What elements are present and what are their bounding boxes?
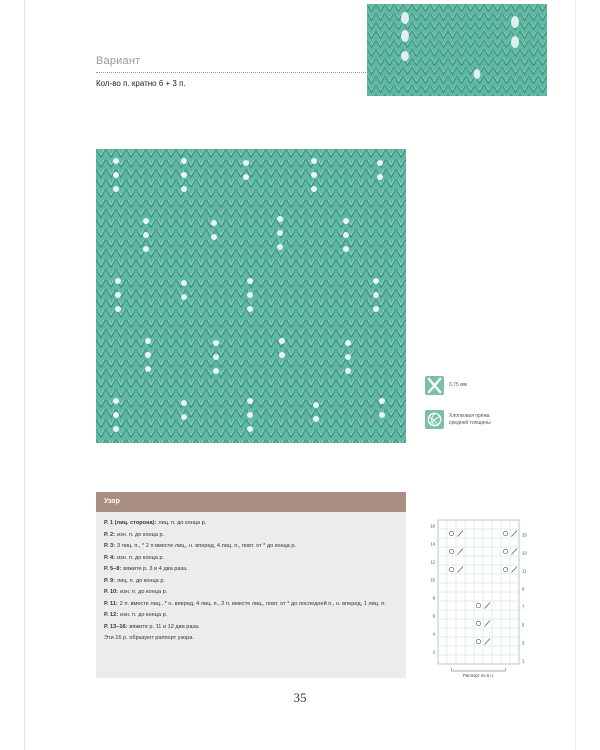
row-text: изн. п. до конца р. — [120, 612, 168, 618]
needle-size-text: 3,75 мм — [449, 382, 467, 388]
row-number-right: 5 — [522, 622, 525, 628]
stitch-chart — [424, 516, 534, 686]
title-divider — [96, 72, 366, 73]
row-number-right: 9 — [522, 586, 525, 592]
row-number-left: 8 — [432, 595, 435, 601]
pattern-heading: Узор — [96, 492, 406, 512]
row-label: Р. 12: — [104, 612, 119, 618]
row-label: Р. 13–16: — [104, 623, 128, 630]
crossed-needles-icon — [425, 376, 444, 395]
pattern-row — [104, 566, 398, 574]
pattern-row — [104, 555, 398, 563]
row-text: 3 лиц. п., * 2 п вместе лиц., н. вперед, 4 лиц. п., повт. от * до конца р. — [116, 543, 296, 549]
row-text: лиц. п. до конца р. — [158, 520, 207, 526]
pattern-instructions — [96, 492, 406, 678]
row-text: лиц. п. до конца р. — [116, 577, 165, 584]
row-number-left: 10 — [430, 577, 435, 583]
page-edge-left — [24, 0, 25, 750]
row-label: Р. 10: — [104, 589, 119, 595]
row-number-right: 15 — [522, 532, 527, 538]
row-number-left: 14 — [430, 541, 435, 547]
yarn-type-text — [449, 413, 491, 427]
pattern-row — [104, 601, 398, 609]
row-text: вяжите р. 11 и 12 два раза. — [129, 623, 200, 630]
row-number-left: 4 — [432, 631, 435, 637]
swatch-main-photo — [96, 149, 406, 443]
row-number-left: 16 — [430, 523, 435, 529]
yarn-line-2: средней толщины — [449, 419, 491, 426]
row-number-left: 12 — [430, 559, 435, 565]
pattern-row — [104, 578, 398, 586]
pattern-row — [104, 543, 398, 551]
row-number-right: 3 — [522, 640, 525, 646]
swatch-detail-photo — [367, 4, 547, 96]
row-label: Р. 3: — [104, 543, 115, 549]
row-number-right: 13 — [522, 550, 527, 556]
row-text: изн. п. до конца р. — [116, 531, 165, 538]
page-number: 35 — [293, 690, 307, 705]
row-label: Р. 4: — [104, 554, 115, 561]
pattern-row — [104, 612, 398, 620]
pattern-row — [104, 520, 398, 528]
row-number-right: 1 — [522, 658, 525, 664]
page-edge-right — [575, 0, 576, 750]
row-number-right: 11 — [522, 568, 527, 574]
pattern-row — [104, 532, 398, 540]
needle-size-legend — [425, 376, 467, 395]
stitch-count: Кол-во п. кратно 6 + 3 п. — [96, 79, 186, 88]
row-number-left: 6 — [432, 613, 435, 619]
yarn-ball-icon — [425, 410, 444, 429]
row-number-right: 7 — [522, 604, 525, 610]
row-text: 2 п. вместе лиц., * н. вперед, 4 лиц. п., 2 п. вместе лиц., повт. от * до последней п., н. вперед, 1 лиц. п. — [119, 600, 386, 607]
row-label: Р. 1 (лиц. сторона): — [104, 520, 157, 526]
pattern-row — [104, 589, 398, 597]
pattern-rows — [96, 512, 406, 643]
row-label: Р. 9: — [104, 577, 115, 584]
pattern-row — [104, 624, 398, 632]
row-label: Р. 2: — [104, 531, 115, 538]
row-label: Р. 5–8: — [104, 566, 122, 572]
row-text: Эти 16 р. образуют раппорт узора. — [104, 635, 194, 641]
row-text: изн. п. до конца р. — [116, 554, 165, 561]
row-text: вяжите р. 3 и 4 два раза. — [123, 566, 188, 572]
repeat-label: Раппорт из 6 п. — [463, 673, 494, 678]
yarn-line-1: Хлопковая пряжа — [449, 412, 490, 419]
row-number-left: 2 — [432, 649, 435, 655]
repeat-bracket — [452, 668, 506, 671]
section-title: Вариант — [96, 55, 141, 67]
yarn-legend — [425, 410, 491, 429]
pattern-row — [104, 635, 398, 643]
row-text: изн. п. до конца р. — [120, 589, 168, 595]
row-label: Р. 11: — [104, 600, 118, 607]
